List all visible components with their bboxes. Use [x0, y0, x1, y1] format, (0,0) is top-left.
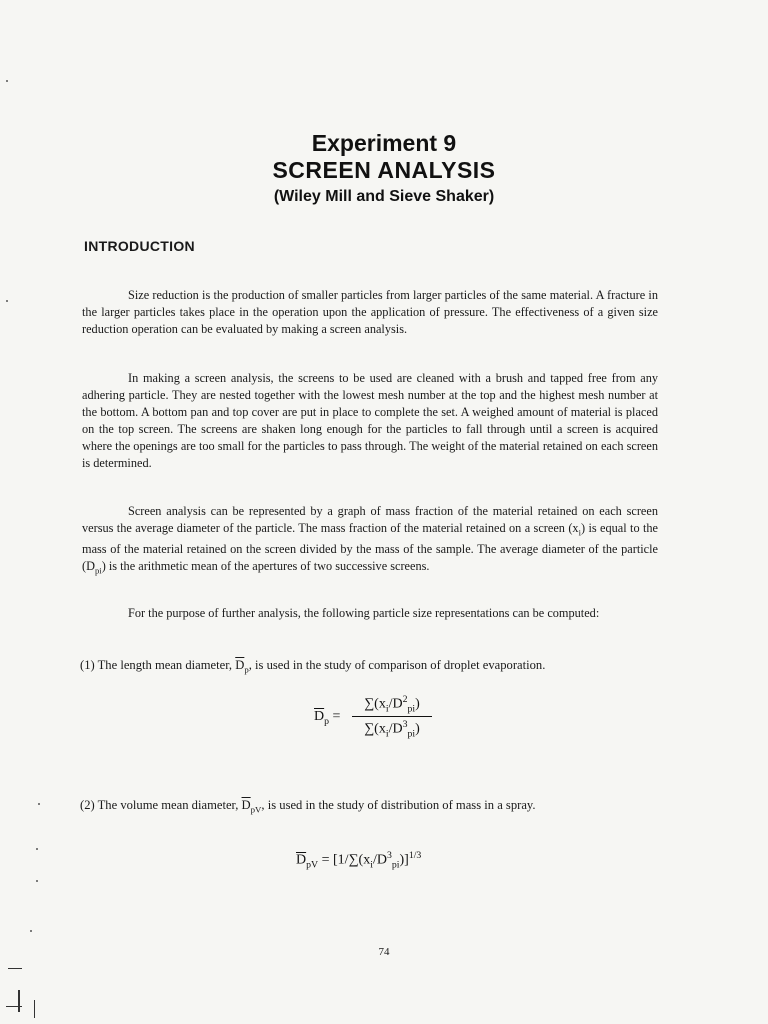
title-block: [0, 130, 768, 208]
subscript: pi: [391, 859, 400, 871]
scan-mark: [6, 1006, 22, 1007]
paragraph: In making a screen analysis, the screens to be used are cleaned with a brush and tapped free from any adhering particle. They are nested together with the lowest mesh number at the top and the highest mesh number at the bottom. A bottom pan and top cover are put in place to complete the set. A weighed amount of material is placed on the top screen. The screens are shaken long enough for the particles to fall through until a screen is acquired where the openings are too small for the particles to pass through. The weight of the material retained on each screen is determined.: [82, 371, 658, 470]
scan-speck: [6, 80, 8, 82]
subscript: pi: [94, 565, 102, 576]
fraction: [352, 694, 432, 740]
superscript: 3: [386, 850, 392, 861]
scan-speck: [6, 300, 8, 302]
page-subtitle: (Wiley Mill and Sieve Shaker): [273, 188, 495, 205]
subscript: p: [244, 664, 249, 675]
experiment-number: Experiment 9: [311, 130, 457, 156]
scan-mark: [8, 968, 22, 969]
length-mean-diameter-formula: [312, 694, 442, 746]
list-item: [80, 797, 680, 819]
item-prefix: (1) The length mean diameter,: [80, 658, 233, 672]
paragraph-text: ) is the arithmetic mean of the apertures of two successive screens.: [101, 559, 430, 574]
superscript: 3: [402, 719, 408, 731]
subscript: pV: [250, 804, 262, 815]
subscript: pi: [407, 703, 416, 715]
math-text: /D: [388, 722, 403, 738]
subscript: i: [370, 859, 373, 871]
item-suffix: , is used in the study of distribution of mass in a spray.: [261, 798, 536, 812]
item-suffix: , is used in the study of comparison of droplet evaporation.: [248, 658, 546, 672]
subscript: i: [385, 728, 389, 740]
paragraph: [82, 503, 658, 580]
scan-speck: [36, 880, 38, 882]
math-symbol: $\overline{D}$: [314, 709, 325, 724]
scan-mark: [18, 990, 20, 1012]
section-heading: INTRODUCTION: [84, 238, 195, 254]
math-symbol: $\overline{D}$: [235, 658, 245, 672]
subscript: i: [578, 527, 581, 538]
page-number: 74: [378, 946, 390, 958]
equals-sign: =: [321, 852, 330, 868]
list-item: [80, 657, 680, 679]
math-symbol: $\overline{D}$: [241, 798, 251, 812]
item-prefix: (2) The volume mean diameter,: [80, 798, 239, 812]
subscript: pV: [306, 859, 319, 871]
scan-speck: [30, 930, 32, 932]
scan-speck: [36, 848, 38, 850]
math-text: /D: [372, 852, 387, 868]
math-text: ): [415, 696, 420, 712]
paragraph: Size reduction is the production of smaller particles from larger particles of the same material. A fracture in the larger particles takes place in the operation upon the application of pressure. The effectiveness of a given size reduction operation can be evaluated by making a screen analysis.: [82, 288, 658, 336]
page-title: SCREEN ANALYSIS: [272, 157, 496, 183]
volume-mean-diameter-formula: [296, 850, 456, 878]
math-text: [1/∑(x: [333, 852, 371, 868]
paragraph-text: Screen analysis can be represented by a graph of mass fraction of the material retained on each screen versus the average diameter of the particle. The mass fraction of the material retained on a screen (x: [82, 504, 658, 535]
scan-mark: [34, 1000, 35, 1018]
subscript: p: [324, 715, 330, 727]
math-symbol: $\overline{D}$: [296, 852, 307, 868]
math-text: ∑(x: [364, 722, 386, 738]
numerator: [352, 694, 432, 716]
subscript: i: [385, 703, 389, 715]
denominator: [352, 716, 432, 739]
paragraph: For the purpose of further analysis, the following particle size representations can be computed:: [128, 606, 600, 620]
math-text: ∑(x: [364, 696, 386, 712]
formula-lhs: [314, 709, 340, 727]
math-text: )]: [399, 852, 409, 868]
math-text: ): [415, 722, 420, 738]
superscript: 1/3: [408, 850, 422, 861]
math-text: /D: [388, 696, 403, 712]
equals-sign: =: [332, 709, 341, 724]
scan-speck: [38, 803, 40, 805]
paragraph-text: ) is equal to the mass of the material retained on the screen divided by the mass of the sample. The average diameter of the particle (D: [82, 521, 658, 574]
superscript: 2: [402, 694, 408, 705]
subscript: pi: [407, 728, 416, 740]
